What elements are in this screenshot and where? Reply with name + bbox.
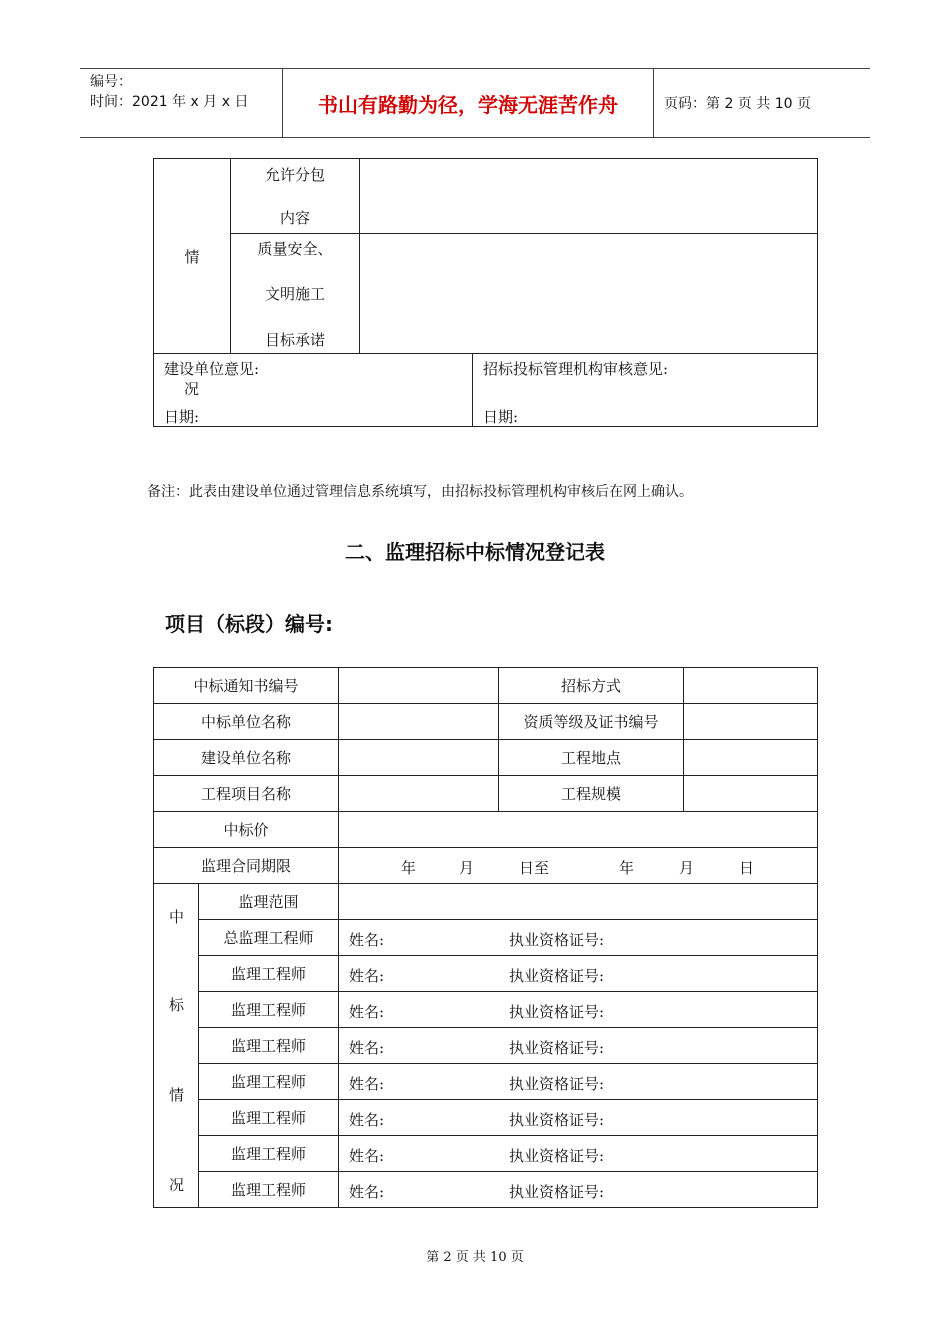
scope-value[interactable]: [339, 884, 818, 920]
engineer-cert-label: 执业资格证号:: [509, 1039, 605, 1057]
row-value[interactable]: [339, 740, 499, 776]
date-right-label: 日期:: [483, 408, 519, 426]
table-row: [154, 668, 818, 704]
subcontract-value[interactable]: [360, 159, 818, 234]
row-value[interactable]: [339, 776, 499, 812]
award-side-label: [154, 884, 199, 1208]
period-part: 月: [459, 859, 475, 877]
engineer-name-label: 姓名:: [349, 1039, 385, 1057]
engineer-info[interactable]: [339, 1064, 818, 1100]
page-footer: 第 2 页 共 10 页: [426, 1250, 524, 1265]
engineer-name-label: 姓名:: [349, 1183, 385, 1201]
engineer-role: 监理工程师: [199, 1100, 339, 1136]
row-value[interactable]: [684, 704, 818, 740]
header-meta: [80, 69, 283, 137]
table-row: [154, 992, 818, 1028]
table-row: [154, 1172, 818, 1208]
table-row: [154, 884, 818, 920]
remark-note: 备注：此表由建设单位通过管理信息系统填写，由招标投标管理机构审核后在网上确认。: [147, 484, 693, 500]
quality-label-c: 目标承诺: [264, 330, 325, 349]
engineer-cert-label: 执业资格证号:: [509, 1183, 605, 1201]
side-label-top: 情: [184, 247, 200, 266]
project-number-label: 项目（标段）编号:: [165, 612, 333, 636]
subcontract-label-a: 允许分包: [264, 166, 325, 184]
time-label: 时间：2021 年 x 月 x 日: [90, 94, 249, 110]
table-row: [154, 1136, 818, 1172]
side-label-bottom: 况: [184, 380, 200, 398]
engineer-cert-label: 执业资格证号:: [509, 1075, 605, 1093]
row-label: 工程规模: [499, 776, 684, 812]
engineer-name-label: 姓名:: [349, 1075, 385, 1093]
row-value[interactable]: [684, 776, 818, 812]
engineer-info[interactable]: [339, 1028, 818, 1064]
quality-value[interactable]: [360, 234, 818, 354]
agency-opinion-cell[interactable]: [473, 354, 818, 427]
period-part: 年: [619, 859, 635, 877]
row-value[interactable]: [339, 668, 499, 704]
tender-info-table: [153, 158, 818, 427]
period-part: 日至: [519, 859, 550, 877]
engineer-role: 监理工程师: [199, 1064, 339, 1100]
bid-price-label: 中标价: [154, 812, 339, 848]
row-label: 建设单位名称: [154, 740, 339, 776]
row-label: 工程项目名称: [154, 776, 339, 812]
header-page-info: 页码：第 2 页 共 10 页: [664, 96, 811, 112]
engineer-name-label: 姓名:: [349, 1147, 385, 1165]
side-char: 中: [168, 908, 184, 926]
engineer-role: 监理工程师: [199, 956, 339, 992]
table-row: [154, 1028, 818, 1064]
bid-price-value[interactable]: [339, 812, 818, 848]
subcontract-label-b: 内容: [279, 209, 310, 227]
table-row: [154, 704, 818, 740]
side-label-cell: [154, 159, 231, 354]
header-motto: 书山有路勤为径，学海无涯苦作舟: [283, 69, 654, 137]
engineer-role: 监理工程师: [199, 1172, 339, 1208]
engineer-info[interactable]: [339, 1136, 818, 1172]
engineer-name-label: 姓名:: [349, 931, 385, 949]
row-label: 资质等级及证书编号: [499, 704, 684, 740]
side-char: 情: [168, 1086, 184, 1104]
side-char: 况: [168, 1176, 184, 1194]
engineer-info[interactable]: [339, 920, 818, 956]
row-label: 工程地点: [499, 740, 684, 776]
engineer-role: 监理工程师: [199, 1136, 339, 1172]
row-label: 中标通知书编号: [154, 668, 339, 704]
engineer-name-label: 姓名:: [349, 1111, 385, 1129]
engineer-cert-label: 执业资格证号:: [509, 967, 605, 985]
builder-opinion-cell[interactable]: [154, 354, 473, 427]
contract-period-value[interactable]: [339, 848, 818, 884]
table-row: [154, 848, 818, 884]
quality-label-cell: [231, 234, 360, 354]
period-part: 日: [739, 859, 755, 877]
section-title: 二、监理招标中标情况登记表: [345, 540, 605, 564]
side-char: 标: [168, 996, 184, 1014]
engineer-info[interactable]: [339, 1172, 818, 1208]
subcontract-label-cell: [231, 159, 360, 234]
engineer-cert-label: 执业资格证号:: [509, 1111, 605, 1129]
table-row: [154, 956, 818, 992]
table-row: [154, 740, 818, 776]
engineer-cert-label: 执业资格证号:: [509, 931, 605, 949]
period-part: 月: [679, 859, 695, 877]
table-row: [154, 1100, 818, 1136]
builder-opinion-label: 建设单位意见:: [164, 360, 260, 378]
scope-label: 监理范围: [199, 884, 339, 920]
quality-label-b: 文明施工: [264, 285, 325, 303]
period-part: 年: [401, 859, 417, 877]
engineer-role: 总监理工程师: [199, 920, 339, 956]
agency-opinion-label: 招标投标管理机构审核意见:: [483, 360, 669, 378]
row-label: 中标单位名称: [154, 704, 339, 740]
table-row: [154, 812, 818, 848]
contract-period-label: 监理合同期限: [154, 848, 339, 884]
number-label: 编号：: [90, 74, 132, 90]
row-value[interactable]: [339, 704, 499, 740]
row-value[interactable]: [684, 668, 818, 704]
engineer-role: 监理工程师: [199, 1028, 339, 1064]
page-header: [80, 68, 870, 138]
engineer-cert-label: 执业资格证号:: [509, 1147, 605, 1165]
engineer-name-label: 姓名:: [349, 967, 385, 985]
engineer-info[interactable]: [339, 1100, 818, 1136]
engineer-name-label: 姓名:: [349, 1003, 385, 1021]
engineer-role: 监理工程师: [199, 992, 339, 1028]
engineer-info[interactable]: [339, 992, 818, 1028]
quality-label-a: 质量安全、: [257, 239, 333, 258]
table-row: [154, 920, 818, 956]
table-row: [154, 1064, 818, 1100]
supervision-award-table: [153, 667, 818, 1208]
table-row: [154, 776, 818, 812]
engineer-info[interactable]: [339, 956, 818, 992]
date-left-label: 日期:: [164, 408, 200, 426]
row-value[interactable]: [684, 740, 818, 776]
engineer-cert-label: 执业资格证号:: [509, 1003, 605, 1021]
row-label: 招标方式: [499, 668, 684, 704]
